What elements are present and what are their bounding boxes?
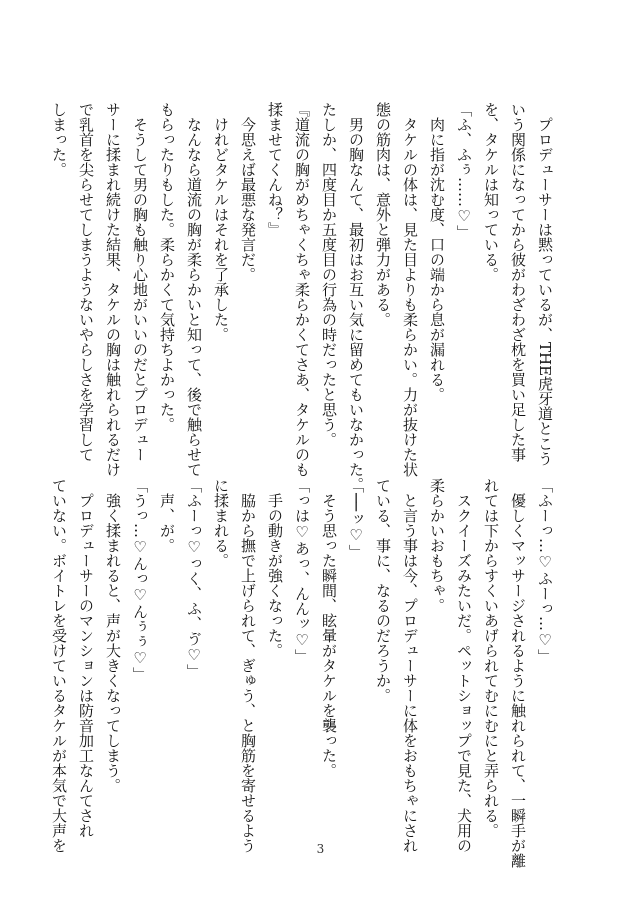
text-line: 手の動きが強くなった。 bbox=[266, 478, 284, 658]
text-line: いう関係になってから彼がわざわざ枕を買い足した事 bbox=[509, 102, 527, 462]
text-line: しまった。 bbox=[50, 102, 68, 177]
text-line: 優しくマッサージされるように触れられて、一瞬手が離 bbox=[509, 478, 527, 868]
text-line: タケルの体は、見た目よりも柔らかい。力が抜けた状 bbox=[401, 102, 419, 477]
text-line: 柔らかいおもちゃ。 bbox=[428, 478, 446, 613]
text-line: 男の胸なんて、最初はお互い気に留めてもいなかった。 bbox=[347, 102, 365, 492]
text-line: 脇から撫で上げられて、ぎゅう、と胸筋を寄せるよう bbox=[239, 478, 257, 853]
text-line: 「ふーっ…♡ふーっ…♡」 bbox=[536, 478, 554, 664]
text-line: 「──ッ♡」 bbox=[347, 478, 365, 560]
text-line: 「っは♡あっ、んんッ♡」 bbox=[293, 478, 311, 664]
text-line: 態の筋肉は、意外と弾力がある。 bbox=[374, 102, 392, 327]
text-line: 今思えば最悪な発言だ。 bbox=[239, 102, 257, 282]
text-line: プロデューサーのマンションは防音加工なんてされ bbox=[77, 478, 95, 838]
text-line: プロデューサーは黙っているが、THE虎牙道とこう bbox=[536, 102, 554, 467]
text-line: なんなら道流の胸が柔らかいと知って、後で触らせて bbox=[185, 102, 203, 477]
text-line: で乳首を尖らせてしまうようないやらしさを学習して bbox=[77, 102, 95, 462]
text-line: 『道流の胸がめちゃくちゃ柔らかくてさあ、タケルのも bbox=[293, 102, 311, 477]
text-line: 声、が。 bbox=[158, 478, 176, 553]
text-line: ている、事に、なるのだろうか。 bbox=[374, 478, 392, 703]
bottom-text-block bbox=[45, 478, 558, 868]
text-line: に揉まれる。 bbox=[212, 478, 230, 568]
text-line: そう思った瞬間、眩暈がタケルを襲った。 bbox=[320, 478, 338, 778]
page-number: 3 bbox=[316, 842, 325, 856]
text-line: そうして男の胸も触り心地がいいのだとプロデュー bbox=[131, 102, 149, 462]
text-line: 「ふ、ふぅ……♡」 bbox=[455, 102, 473, 240]
text-line: 肉に指が沈む度、口の端から息が漏れる。 bbox=[428, 102, 446, 402]
text-line: 「うっ…♡んっ♡んぅぅ♡」 bbox=[131, 478, 149, 682]
top-text-block bbox=[45, 102, 558, 492]
text-line: たしか、四度目か五度目の行為の時だったと思う。 bbox=[320, 102, 338, 447]
text-line: サーに揉まれ続けた結果、タケルの胸は触れられるだけ bbox=[104, 102, 122, 477]
text-line: 揉ませてくんね？』 bbox=[266, 102, 284, 237]
text-line: と言う事は今、プロデューサーに体をおもちゃにされ bbox=[401, 478, 419, 853]
text-line: 強く揉まれると、声が大きくなってしまう。 bbox=[104, 478, 122, 793]
text-line: れては下からすくいあげられてむにむにと弄られる。 bbox=[482, 478, 500, 838]
text-line: けれどタケルはそれを了承した。 bbox=[212, 102, 230, 342]
text-line: スクイーズみたいだ。ペットショップで見た、犬用の bbox=[455, 478, 473, 853]
text-line: を、タケルは知っている。 bbox=[482, 102, 500, 282]
text-line: ていない。ボイトレを受けているタケルが本気で大声を bbox=[50, 478, 68, 853]
text-line: 「ふーっ♡っく、ふ、ゔ♡」 bbox=[185, 478, 203, 679]
text-line: もらったりもした。柔らかくて気持ちよかった。 bbox=[158, 102, 176, 432]
